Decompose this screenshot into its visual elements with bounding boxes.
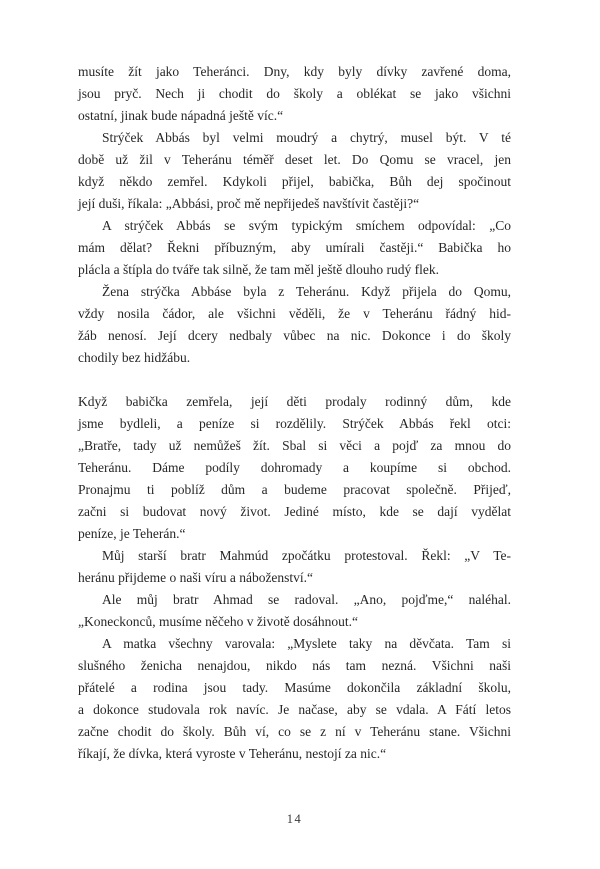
text-line: době už žil v Teheránu téměř deset let. Do Qomu se vracel, jen	[78, 152, 511, 167]
text-line: začne chodit do školy. Bůh ví, co se z ní v Teheránu stane. Všichni	[78, 724, 511, 739]
paragraph	[78, 281, 511, 369]
text-line: peníze, je Teherán.“	[78, 526, 186, 541]
page-footer	[78, 810, 511, 828]
text-line: její duši, říkala: „Abbási, proč mě nepřijedeš navštívit častěji?“	[78, 196, 420, 211]
text-line: Teheránu. Dáme podíly dohromady a koupíme si obchod.	[78, 460, 511, 475]
page-text-block	[78, 61, 511, 765]
text-line: heránu přijdeme o naši víru a náboženství.“	[78, 570, 314, 585]
paragraph	[78, 633, 511, 765]
text-line: slušného ženicha nenajdou, nikdo nás tam nezná. Všichni naši	[78, 658, 511, 673]
text-line: a dokonce studovala rok navíc. Je načase, aby se vdala. A Fátí letos	[78, 702, 511, 717]
text-line: plácla a štípla do tváře tak silně, že tam měl ještě dlouho rudý flek.	[78, 262, 440, 277]
text-line: začni si budovat nový život. Jediné místo, kde se dají vydělat	[78, 504, 511, 519]
text-line: ostatní, jinak bude nápadná ještě víc.“	[78, 108, 284, 123]
paragraph	[78, 61, 511, 127]
text-line: mám dělat? Řekni příbuzným, aby umírali častěji.“ Babička ho	[78, 240, 511, 255]
page-number: 14	[286, 812, 303, 826]
text-line: žáb nenosí. Její dcery nedbaly vůbec na nic. Dokonce i do školy	[78, 328, 511, 343]
text-line: jsou pryč. Nech ji chodit do školy a oblékat se jako všichni	[78, 86, 511, 101]
text-line: Můj starší bratr Mahmúd zpočátku protestoval. Řekl: „V Te-	[102, 548, 511, 563]
paragraph	[78, 545, 511, 589]
paragraph	[78, 391, 511, 545]
text-line: A strýček Abbás se svým typickým smíchem odpovídal: „Co	[102, 218, 511, 233]
text-line: „Koneckonců, musíme něčeho v životě dosáhnout.“	[78, 614, 359, 629]
text-line: Ale můj bratr Ahmad se radoval. „Ano, pojďme,“ naléhal.	[102, 592, 511, 607]
text-line: přátelé a rodina jsou tady. Masúme dokončila základní školu,	[78, 680, 511, 695]
paragraph	[78, 215, 511, 281]
text-line: chodily bez hidžábu.	[78, 350, 191, 365]
text-line: Pronajmu ti poblíž dům a budeme pracovat společně. Přijeď,	[78, 482, 511, 497]
text-line: Žena strýčka Abbáse byla z Teheránu. Když přijela do Qomu,	[102, 284, 511, 299]
text-line: Strýček Abbás byl velmi moudrý a chytrý, musel být. V té	[102, 130, 511, 145]
text-line: Když babička zemřela, její děti prodaly rodinný dům, kde	[78, 394, 511, 409]
text-line: musíte žít jako Teheránci. Dny, kdy byly dívky zavřené doma,	[78, 64, 511, 79]
paragraph	[78, 589, 511, 633]
text-line: A matka všechny varovala: „Myslete taky na děvčata. Tam si	[102, 636, 511, 651]
text-line: „Bratře, tady už nemůžeš žít. Sbal si věci a pojď za mnou do	[78, 438, 511, 453]
text-line: když někdo zemřel. Kdykoli přijel, babička, Bůh dej spočinout	[78, 174, 511, 189]
text-line: vždy nosila čádor, ale všichni věděli, že v Teheránu řádný hid-	[78, 306, 511, 321]
text-line: jsme bydleli, a peníze si rozdělily. Strýček Abbás řekl otci:	[78, 416, 511, 431]
text-line: říkají, že dívka, která vyroste v Teheránu, nestojí za nic.“	[78, 746, 387, 761]
paragraph	[78, 127, 511, 215]
